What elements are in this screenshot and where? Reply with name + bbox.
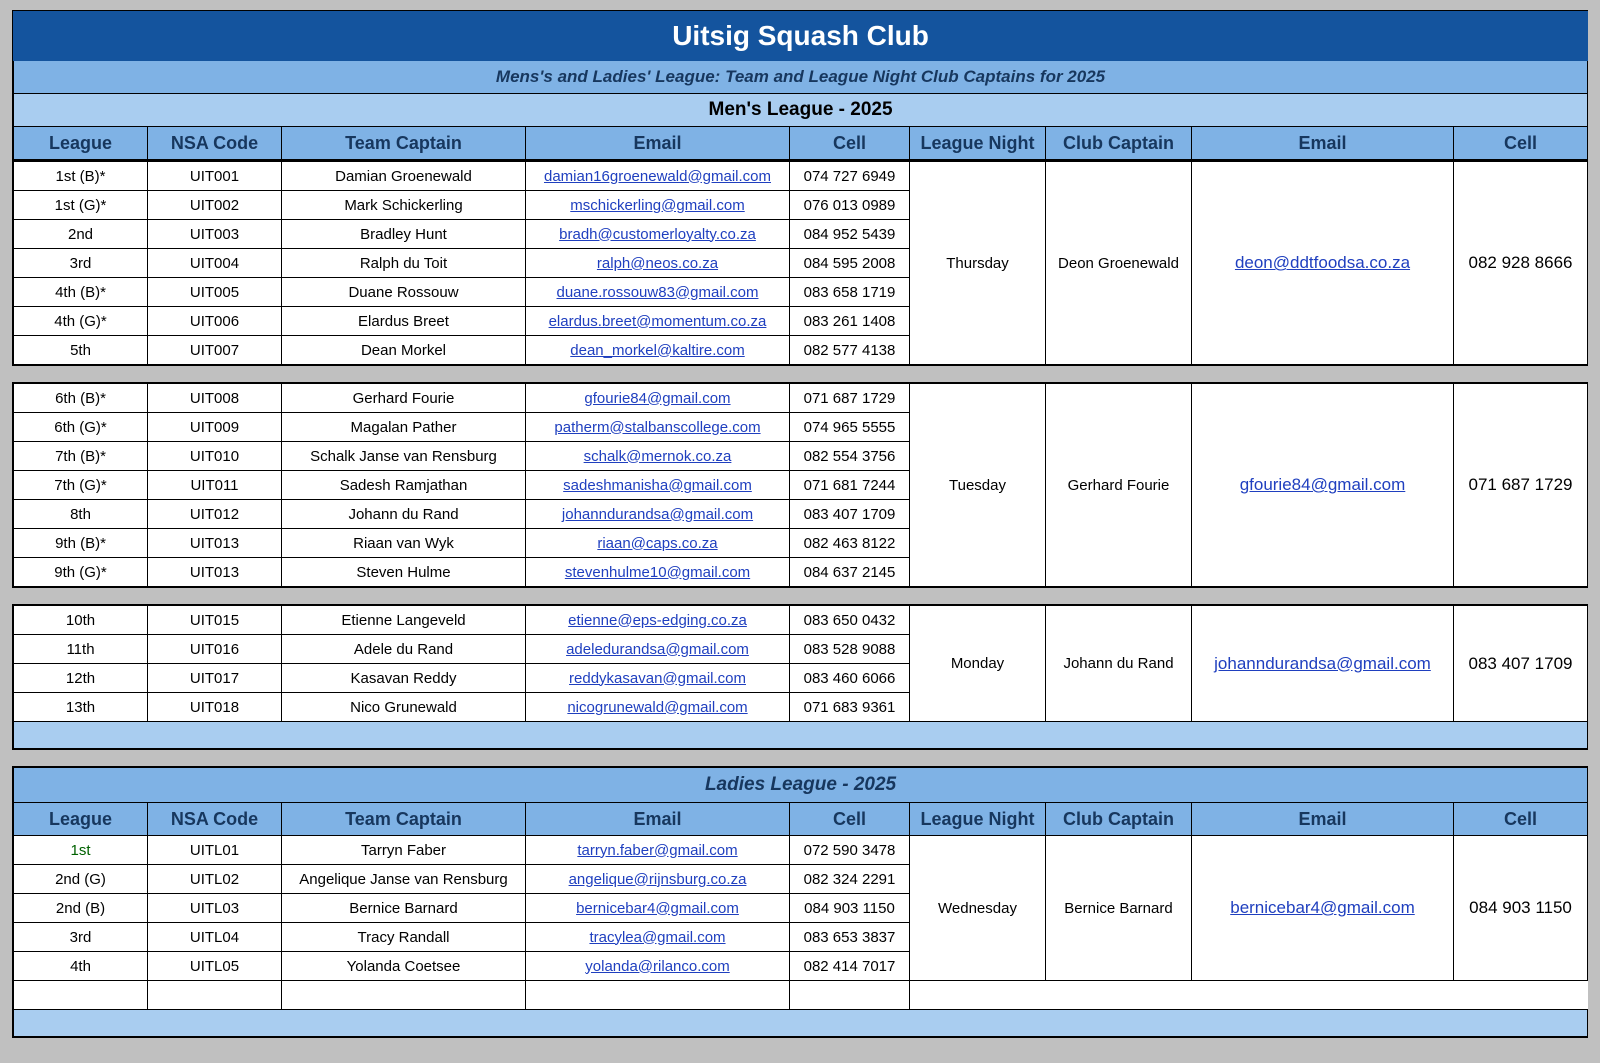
- club-captain-email-link[interactable]: deon@ddtfoodsa.co.za: [1234, 253, 1411, 272]
- mens-blue-strip-row: [14, 722, 1588, 749]
- cell-club-captain-email[interactable]: [1192, 606, 1454, 722]
- cell-club-captain-phone: 083 407 1709: [1454, 606, 1588, 722]
- cell-league: 7th (G)*: [14, 471, 148, 500]
- cell-team-captain: Mark Schickerling: [282, 191, 526, 220]
- cell-email[interactable]: [526, 471, 790, 500]
- cell-phone: 082 463 8122: [790, 529, 910, 558]
- cell-phone: 082 414 7017: [790, 952, 910, 981]
- cell-team-captain: Steven Hulme: [282, 558, 526, 587]
- cell-league: 11th: [14, 635, 148, 664]
- cell-nsa-code: UIT005: [148, 278, 282, 307]
- empty-cell-4: [526, 981, 790, 1010]
- cell-club-captain-email[interactable]: [1192, 836, 1454, 981]
- cell-team-captain: Magalan Pather: [282, 413, 526, 442]
- ladies-table: [13, 767, 1588, 1037]
- cell-league: 7th (B)*: [14, 442, 148, 471]
- cell-nsa-code: UIT015: [148, 606, 282, 635]
- cell-team-captain: Damian Groenewald: [282, 162, 526, 191]
- cell-nsa-code: UIT010: [148, 442, 282, 471]
- cell-email[interactable]: [526, 442, 790, 471]
- cell-nsa-code: UIT017: [148, 664, 282, 693]
- email-link[interactable]: riaan@caps.co.za: [597, 534, 718, 552]
- header-team-captain: Team Captain: [282, 127, 526, 160]
- cell-phone: 083 460 6066: [790, 664, 910, 693]
- cell-email[interactable]: [526, 664, 790, 693]
- cell-phone: 083 407 1709: [790, 500, 910, 529]
- header-league-night: League Night: [910, 127, 1046, 160]
- cell-league: 2nd (G): [14, 865, 148, 894]
- cell-team-captain: Duane Rossouw: [282, 278, 526, 307]
- cell-phone: 083 528 9088: [790, 635, 910, 664]
- cell-league: 10th: [14, 606, 148, 635]
- lheader-club-captain: Club Captain: [1046, 803, 1192, 836]
- email-link[interactable]: stevenhulme10@gmail.com: [564, 563, 751, 581]
- cell-club-captain-phone: 084 903 1150: [1454, 836, 1588, 981]
- mens-group-3-body: [14, 606, 1588, 722]
- cell-phone: 084 903 1150: [790, 894, 910, 923]
- cell-nsa-code: UITL05: [148, 952, 282, 981]
- ladies-empty-row: [14, 981, 1588, 1010]
- ladies-group-1-body: [14, 836, 1588, 981]
- cell-league: 1st (B)*: [14, 162, 148, 191]
- cell-nsa-code: UIT016: [148, 635, 282, 664]
- header-nsa-code: NSA Code: [148, 127, 282, 160]
- cell-email[interactable]: [526, 220, 790, 249]
- gap-2: [12, 588, 1588, 604]
- email-link[interactable]: patherm@stalbanscollege.com: [554, 418, 761, 436]
- header-club-captain: Club Captain: [1046, 127, 1192, 160]
- cell-league-night: Monday: [910, 606, 1046, 722]
- cell-team-captain: Johann du Rand: [282, 500, 526, 529]
- cell-phone: 082 554 3756: [790, 442, 910, 471]
- cell-email[interactable]: [526, 923, 790, 952]
- cell-nsa-code: UIT018: [148, 693, 282, 722]
- ladies-block: [12, 766, 1588, 1038]
- cell-club-captain-email[interactable]: [1192, 384, 1454, 587]
- cell-club-captain-phone: 082 928 8666: [1454, 162, 1588, 365]
- cell-team-captain: Tarryn Faber: [282, 836, 526, 865]
- email-link[interactable]: bernicebar4@gmail.com: [576, 899, 739, 917]
- cell-team-captain: Tracy Randall: [282, 923, 526, 952]
- empty-cell-5: [790, 981, 910, 1010]
- cell-email[interactable]: [526, 307, 790, 336]
- email-link[interactable]: mschickerling@gmail.com: [570, 196, 745, 214]
- empty-cell-7: [1046, 981, 1192, 1010]
- cell-email[interactable]: [526, 558, 790, 587]
- mens-group-2-table: [13, 383, 1588, 587]
- cell-team-captain: Yolanda Coetsee: [282, 952, 526, 981]
- cell-phone: 084 637 2145: [790, 558, 910, 587]
- cell-team-captain: Bradley Hunt: [282, 220, 526, 249]
- header-league: League: [14, 127, 148, 160]
- header-cell: Cell: [790, 127, 910, 160]
- cell-nsa-code: UIT009: [148, 413, 282, 442]
- lheader-nsa-code: NSA Code: [148, 803, 282, 836]
- cell-nsa-code: UIT013: [148, 558, 282, 587]
- empty-cell-3: [282, 981, 526, 1010]
- cell-nsa-code: UIT011: [148, 471, 282, 500]
- cell-league-night: Tuesday: [910, 384, 1046, 587]
- email-link[interactable]: dean_morkel@kaltire.com: [570, 341, 745, 359]
- table-row: [14, 606, 1588, 635]
- email-link[interactable]: etienne@eps-edging.co.za: [568, 611, 747, 629]
- club-title: Uitsig Squash Club: [14, 12, 1588, 61]
- empty-cell-8: [1192, 981, 1454, 1010]
- cell-email[interactable]: [526, 249, 790, 278]
- cell-team-captain: Adele du Rand: [282, 635, 526, 664]
- empty-cell-1: [14, 981, 148, 1010]
- cell-club-captain: Gerhard Fourie: [1046, 384, 1192, 587]
- header-cc-email: Email: [1192, 127, 1454, 160]
- mens-group-3-table: [13, 605, 1588, 749]
- cell-nsa-code: UIT007: [148, 336, 282, 365]
- cell-phone: 071 681 7244: [790, 471, 910, 500]
- cell-team-captain: Dean Morkel: [282, 336, 526, 365]
- cell-nsa-code: UIT006: [148, 307, 282, 336]
- club-title-row: [14, 12, 1588, 61]
- cell-phone: 071 687 1729: [790, 384, 910, 413]
- cell-team-captain: Angelique Janse van Rensburg: [282, 865, 526, 894]
- cell-league: 3rd: [14, 923, 148, 952]
- header-email: Email: [526, 127, 790, 160]
- subtitle: Mens's and Ladies' League: Team and League Night Club Captains for 2025: [14, 61, 1588, 94]
- mens-group-1-body: [14, 162, 1588, 365]
- cell-league: 4th: [14, 952, 148, 981]
- cell-team-captain: Gerhard Fourie: [282, 384, 526, 413]
- cell-club-captain: Deon Groenewald: [1046, 162, 1192, 365]
- cell-email[interactable]: [526, 162, 790, 191]
- table-row: [14, 384, 1588, 413]
- email-link[interactable]: adeledurandsa@gmail.com: [566, 640, 749, 658]
- mens-group-2: [12, 382, 1588, 588]
- email-link[interactable]: duane.rossouw83@gmail.com: [556, 283, 759, 301]
- cell-email[interactable]: [526, 278, 790, 307]
- cell-email[interactable]: [526, 529, 790, 558]
- cell-phone: 076 013 0989: [790, 191, 910, 220]
- cell-phone: 074 727 6949: [790, 162, 910, 191]
- header-block: [12, 10, 1588, 161]
- cell-team-captain: Riaan van Wyk: [282, 529, 526, 558]
- cell-nsa-code: UIT012: [148, 500, 282, 529]
- cell-nsa-code: UIT003: [148, 220, 282, 249]
- cell-phone: 084 952 5439: [790, 220, 910, 249]
- mens-group-3: [12, 604, 1588, 750]
- email-link[interactable]: ralph@neos.co.za: [596, 254, 719, 272]
- cell-nsa-code: UIT004: [148, 249, 282, 278]
- cell-phone: 083 650 0432: [790, 606, 910, 635]
- cell-team-captain: Elardus Breet: [282, 307, 526, 336]
- cell-phone: 082 577 4138: [790, 336, 910, 365]
- cell-league: 4th (G)*: [14, 307, 148, 336]
- lheader-cell: Cell: [790, 803, 910, 836]
- ladies-blue-strip-row: [14, 1010, 1588, 1037]
- cell-email[interactable]: [526, 836, 790, 865]
- cell-league: 1st (G)*: [14, 191, 148, 220]
- subtitle-row: [14, 61, 1588, 94]
- cell-team-captain: Ralph du Toit: [282, 249, 526, 278]
- cell-nsa-code: UITL02: [148, 865, 282, 894]
- email-link[interactable]: damian16groenewald@gmail.com: [543, 167, 771, 185]
- cell-phone: 074 965 5555: [790, 413, 910, 442]
- mens-group-2-body: [14, 384, 1588, 587]
- cell-club-captain-phone: 071 687 1729: [1454, 384, 1588, 587]
- cell-email[interactable]: [526, 191, 790, 220]
- cell-club-captain: Johann du Rand: [1046, 606, 1192, 722]
- cell-team-captain: Kasavan Reddy: [282, 664, 526, 693]
- cell-phone: 083 653 3837: [790, 923, 910, 952]
- cell-team-captain: Nico Grunewald: [282, 693, 526, 722]
- email-link[interactable]: elardus.breet@momentum.co.za: [548, 312, 767, 330]
- mens-section-title: Men's League - 2025: [14, 94, 1588, 127]
- mens-group-1: [12, 161, 1588, 366]
- cell-email[interactable]: [526, 384, 790, 413]
- cell-email[interactable]: [526, 865, 790, 894]
- club-captain-email-link[interactable]: gfourie84@gmail.com: [1239, 475, 1406, 494]
- table-row: [14, 162, 1588, 191]
- club-captain-email-link[interactable]: bernicebar4@gmail.com: [1230, 898, 1415, 917]
- email-link[interactable]: bradh@customerloyalty.co.za: [559, 225, 756, 243]
- lheader-cc-cell: Cell: [1454, 803, 1588, 836]
- cell-phone: 083 261 1408: [790, 307, 910, 336]
- cell-nsa-code: UIT002: [148, 191, 282, 220]
- lheader-cc-email: Email: [1192, 803, 1454, 836]
- cell-nsa-code: UIT013: [148, 529, 282, 558]
- mens-group-1-table: [13, 161, 1588, 365]
- cell-league: 6th (G)*: [14, 413, 148, 442]
- cell-league: 2nd: [14, 220, 148, 249]
- cell-team-captain: Schalk Janse van Rensburg: [282, 442, 526, 471]
- cell-phone: 072 590 3478: [790, 836, 910, 865]
- email-link[interactable]: tracylea@gmail.com: [589, 928, 726, 946]
- cell-email[interactable]: [526, 635, 790, 664]
- ladies-column-headers: [14, 803, 1588, 836]
- header-table: [13, 11, 1588, 160]
- cell-phone: 084 595 2008: [790, 249, 910, 278]
- cell-team-captain: Sadesh Ramjathan: [282, 471, 526, 500]
- email-link[interactable]: tarryn.faber@gmail.com: [577, 841, 738, 859]
- cell-league: 9th (G)*: [14, 558, 148, 587]
- lheader-league-night: League Night: [910, 803, 1046, 836]
- cell-email[interactable]: [526, 413, 790, 442]
- gap-3: [12, 750, 1588, 766]
- cell-league-night: Wednesday: [910, 836, 1046, 981]
- empty-cell-2: [148, 981, 282, 1010]
- email-link[interactable]: reddykasavan@gmail.com: [569, 669, 746, 687]
- cell-phone: 082 324 2291: [790, 865, 910, 894]
- empty-cell-6: [910, 981, 1046, 1010]
- cell-email[interactable]: [526, 500, 790, 529]
- cell-league: 3rd: [14, 249, 148, 278]
- cell-league: 12th: [14, 664, 148, 693]
- lheader-league: League: [14, 803, 148, 836]
- cell-nsa-code: UITL03: [148, 894, 282, 923]
- email-link[interactable]: yolanda@rilanco.com: [585, 957, 730, 975]
- email-link[interactable]: nicogrunewald@gmail.com: [567, 698, 748, 716]
- cell-league-night: Thursday: [910, 162, 1046, 365]
- cell-phone: 071 683 9361: [790, 693, 910, 722]
- email-link[interactable]: angelique@rijnsburg.co.za: [568, 870, 747, 888]
- cell-league: 1st: [14, 836, 148, 865]
- cell-league: 9th (B)*: [14, 529, 148, 558]
- email-link[interactable]: johanndurandsa@gmail.com: [561, 505, 754, 523]
- lheader-team-captain: Team Captain: [282, 803, 526, 836]
- table-row: [14, 836, 1588, 865]
- mens-section-row: [14, 94, 1588, 127]
- cell-league: 2nd (B): [14, 894, 148, 923]
- mens-column-headers: [14, 127, 1588, 160]
- email-link[interactable]: gfourie84@gmail.com: [584, 389, 731, 407]
- cell-league: 4th (B)*: [14, 278, 148, 307]
- cell-league: 13th: [14, 693, 148, 722]
- cell-team-captain: Bernice Barnard: [282, 894, 526, 923]
- ladies-blue-strip: [14, 1010, 1588, 1037]
- cell-phone: 083 658 1719: [790, 278, 910, 307]
- cell-league: 8th: [14, 500, 148, 529]
- lheader-email: Email: [526, 803, 790, 836]
- cell-club-captain: Bernice Barnard: [1046, 836, 1192, 981]
- cell-team-captain: Etienne Langeveld: [282, 606, 526, 635]
- cell-email[interactable]: [526, 952, 790, 981]
- header-cc-cell: Cell: [1454, 127, 1588, 160]
- cell-nsa-code: UIT001: [148, 162, 282, 191]
- cell-nsa-code: UIT008: [148, 384, 282, 413]
- ladies-section-title: Ladies League - 2025: [14, 768, 1588, 803]
- club-captain-email-link[interactable]: johanndurandsa@gmail.com: [1214, 653, 1431, 673]
- cell-nsa-code: UITL04: [148, 923, 282, 952]
- mens-blue-strip: [14, 722, 1588, 749]
- empty-cell-9: [1454, 981, 1588, 1010]
- cell-league: 6th (B)*: [14, 384, 148, 413]
- cell-email[interactable]: [526, 894, 790, 923]
- cell-email[interactable]: [526, 336, 790, 365]
- email-link[interactable]: schalk@mernok.co.za: [583, 447, 732, 465]
- cell-email[interactable]: [526, 606, 790, 635]
- cell-email[interactable]: [526, 693, 790, 722]
- cell-club-captain-email[interactable]: [1192, 162, 1454, 365]
- cell-nsa-code: UITL01: [148, 836, 282, 865]
- email-link[interactable]: sadeshmanisha@gmail.com: [563, 476, 752, 494]
- gap-1: [12, 366, 1588, 382]
- cell-league: 5th: [14, 336, 148, 365]
- ladies-section-row: [14, 768, 1588, 803]
